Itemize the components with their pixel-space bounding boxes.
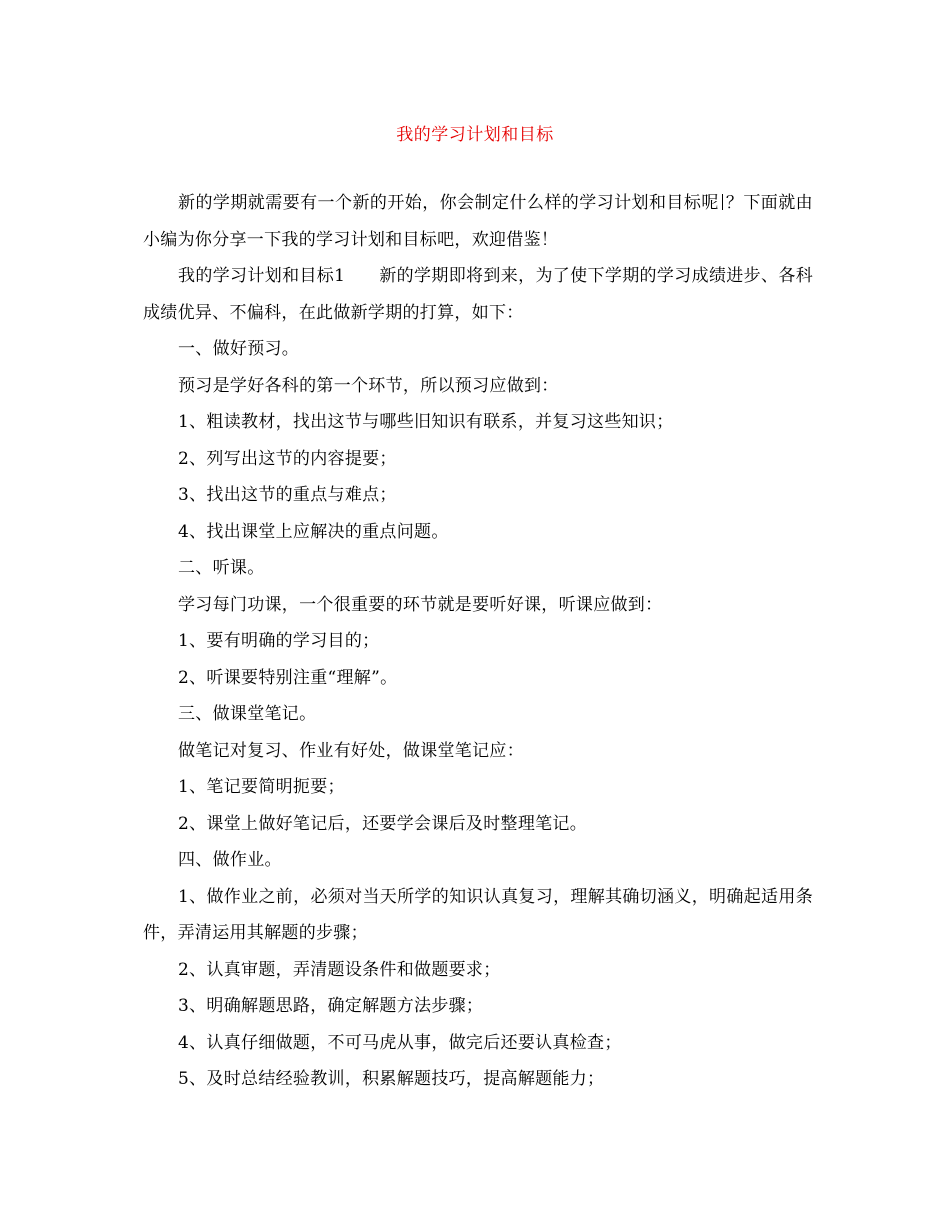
list-item: 学习每门功课，一个很重要的环节就是要听好课，听课应做到： — [178, 594, 663, 615]
document-title: 我的学习计划和目标 — [396, 125, 554, 145]
list-item: 3、明确解题思路，确定解题方法步骤； — [178, 996, 484, 1016]
list-item: 1、要有明确的学习目的； — [178, 631, 380, 651]
intro-text-part2: ？下面就由小编为你分享一下我的学习计划和目标吧，欢迎借鉴！ — [143, 193, 813, 250]
list-item: 做笔记对复习、作业有好处，做课堂笔记应： — [178, 740, 524, 761]
list-item: 2、课堂上做好笔记后，还要学会课后及时整理笔记。 — [178, 813, 588, 834]
text-cursor-icon — [722, 194, 723, 210]
intro-paragraph — [143, 185, 813, 258]
list-item: 三、做课堂笔记。 — [178, 704, 317, 724]
list-item: 1、粗读教材，找出这节与哪些旧知识有联系，并复习这些知识； — [178, 412, 674, 432]
list-item: 3、找出这节的重点与难点； — [178, 485, 397, 505]
list-item: 一、做好预习。 — [178, 339, 300, 359]
list-item: 四、做作业。 — [178, 850, 282, 870]
section-intro-text: 新的学期即将到来，为了使下学期的学习成绩进步、各科成绩优异、不偏科，在此做新学期的打算，如下： — [143, 266, 813, 323]
list-item: 2、认真审题，弄清题设条件和做题要求； — [178, 959, 501, 980]
list-item: 4、找出课堂上应解决的重点问题。 — [178, 521, 449, 542]
list-item: 二、听课。 — [178, 558, 265, 578]
list-item: 4、认真仔细做题，不可马虎从事，做完后还要认真检查； — [178, 1032, 622, 1053]
section-heading: 我的学习计划和目标1 — [178, 266, 346, 286]
list-item: 1、笔记要简明扼要； — [178, 777, 345, 797]
list-item: 2、列写出这节的内容提要； — [178, 448, 397, 469]
list-item: 预习是学好各科的第一个环节，所以预习应做到： — [178, 375, 559, 396]
document-body — [143, 185, 813, 1098]
list-item: 1、做作业之前，必须对当天所学的知识认真复习，理解其确切涵义，明确起适用条件，弄清运用其解题的步骤； — [143, 886, 813, 943]
section-paragraph — [143, 258, 813, 331]
list-item: 2、听课要特别注重“理解”。 — [178, 667, 398, 688]
intro-text-part1: 新的学期就需要有一个新的开始，你会制定什么样的学习计划和目标呢 — [178, 193, 719, 213]
list-item: 5、及时总结经验教训，积累解题技巧，提高解题能力； — [178, 1069, 605, 1089]
